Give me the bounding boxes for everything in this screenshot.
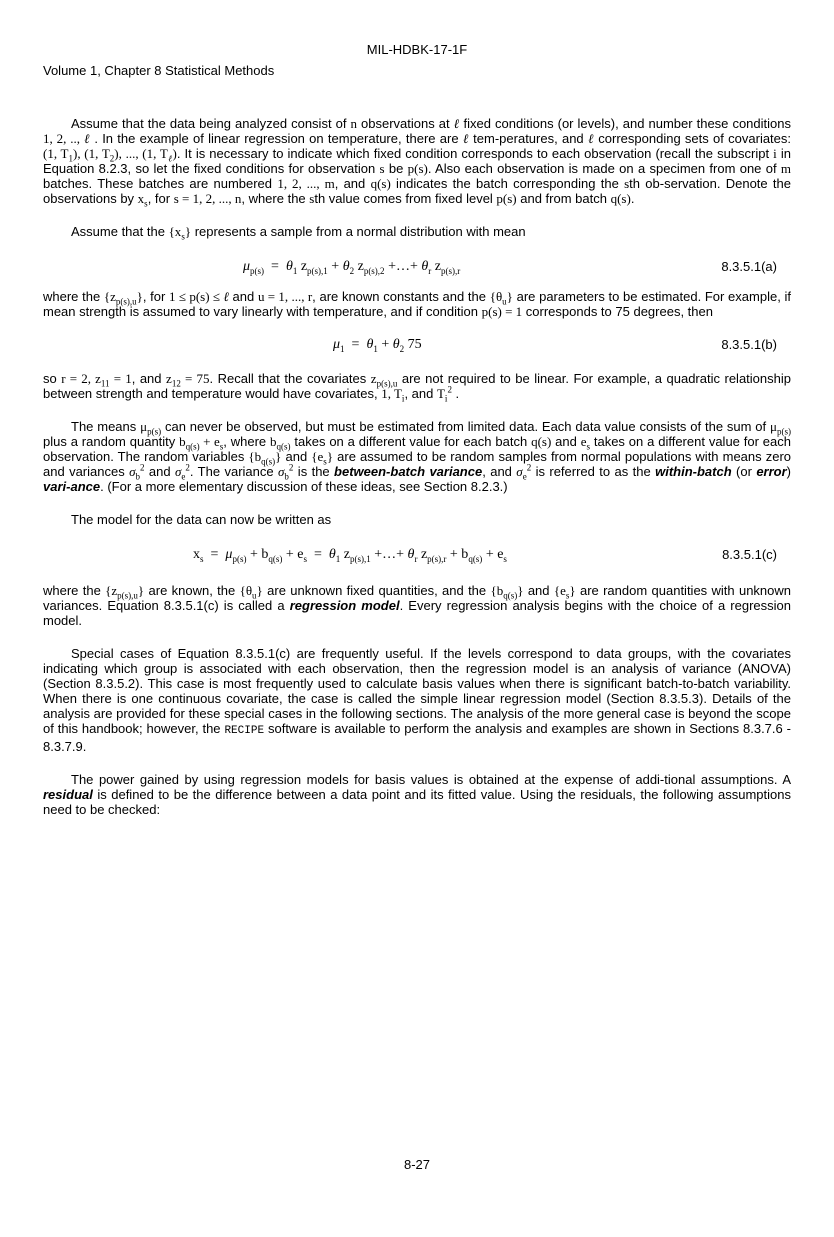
paragraph: Special cases of Equation 8.3.5.1(c) are frequently useful. If the levels correspond to data groups, with the covariates indicating which group is associated with each observation, then the regression model is an analysis of variance (ANOVA) (Section 8.3.5.2). This case is most frequently used to calculate basis values when there is significant batch-to-batch variability. When there is one continuous covariate, the case is called the simple linear regression model (Section 8.3.5.3). Details of the analysis are provided for these special cases in the following sections. The analysis of the more general case is beyond the scope of this handbook; however, the RECIPE software is available to perform the analysis and examples are shown in Sections 8.3.7.6 - 8.3.7.9. [43,646,791,754]
paragraph: The power gained by using regression models for basis values is obtained at the expense of addi-tional assumptions. A residual is defined to be the difference between a data point and its fitted value. Using the residuals, the following assumptions need to be checked: [43,772,791,817]
emphasis-text: regression model [289,598,400,613]
page-number: 8-27 [403,1157,431,1172]
emphasis-text: between-batch variance [334,464,483,479]
emphasis-text: vari-ance [43,479,101,494]
equation-c: $x_s = \mu_{p(s)} + b_{q(s)} + e_s = \theta_1$ $z_{p(s),1}$ +…+ $\theta_r$ $z_{p(s),r} + b_{q(s)} + e_s$ 8.3.5.1(c) [193,547,777,564]
paragraph: where the $\{z_{p(s),u}\}$ are known, the $\{\theta_u\}$ are unknown fixed quantities, and the $\{b_{q(s)}\}$ and $\{e_s\}$ are random quantities with unknown variances. Equation 8.3.5.1(c) is called a regression model. Every regression analysis begins with the choice of a regression model. [43,583,792,628]
equation-b: $\mu_1 = \theta_1 + \theta_2$ 75 8.3.5.1(b) [333,337,777,354]
emphasis-text: residual [43,787,93,802]
paragraph: Assume that the data being analyzed consist of n observations at ℓ fixed conditions (or levels), and number these conditions 1, 2, .., ℓ . In the example of linear regression on temperature, there are ℓ tem-peratures, and ℓ corresponding sets of covariates: (1, $T_1$), (1, $T_2$), ..., (1, $T_\ell$). It is necessary to indicate which fixed condition corresponds to each observation (recall the subscript i in Equation 8.2.3, so let the fixed conditions for observation s be p(s). Also each observation is made on a specimen from one of m batches. These batches are numbered 1, 2, ..., m, and q(s) indicates the batch corresponding the sth ob-servation. Denote the observations by $x_s$, for s = 1, 2, ..., n, where the sth value comes from fixed level p(s) and from batch q(s). [43,116,792,209]
emphasis-text: error [756,464,787,479]
equation-number: 8.3.5.1(a) [721,259,777,274]
page-body [43,116,791,817]
document-id: MIL-HDBK-17-1F [366,42,468,57]
paragraph: The model for the data can now be written as [71,512,332,527]
emphasis-text: within-batch [655,464,732,479]
equation-number: 8.3.5.1(c) [722,547,777,562]
equation-a: $\mu_{p(s)} = \theta_1$ $z_{p(s),1} + \theta_2$ $z_{p(s),2}$ +…+ $\theta_r$ $z_{p(s),r}$ 8.3.5.1(a) [243,259,777,276]
software-name: RECIPE [224,725,265,737]
paragraph: so r = 2, $z_{11} = 1$, and $z_{12} = 75$. Recall that the covariates $z_{p(s),u}$ are not required to be linear. For example, a quadratic relationship between strength and temperature would have covariates, 1, $T_i$, and $T_i^2$ . [43,371,791,404]
paragraph: where the $\{z_{p(s),u}\}$, for 1 ≤ p(s) ≤ ℓ and u = 1, ..., r, are known constants and the $\{\theta_u\}$ are parameters to be estimated. For example, if mean strength is assumed to vary linearly with temperature, and if condition p(s) = 1 corresponds to 75 degrees, then [43,289,791,319]
equation-number: 8.3.5.1(b) [721,337,777,352]
paragraph: The means $\mu_{p(s)}$ can never be observed, but must be estimated from limited data. Each data value consists of the sum of $\mu_{p(s)}$ plus a random quantity $b_{q(s)} + e_s$, where $b_{q(s)}$ takes on a different value for each batch q(s) and $e_s$ takes on a different value for each observation. The random variables $\{b_{q(s)}\}$ and $\{e_s\}$ are assumed to be random samples from normal populations with means zero and variances $\sigma_b^2$ and $\sigma_e^2$. The variance $\sigma_b^2$ is the between-batch variance, and $\sigma_e^2$ is referred to as the within-batch (or error) vari-ance. (For a more elementary discussion of these ideas, see Section 8.2.3.) [43,419,792,494]
paragraph: Assume that the $\{x_s\}$ represents a sample from a normal distribution with mean [71,224,526,242]
section-heading: Volume 1, Chapter 8 Statistical Methods [43,63,275,78]
